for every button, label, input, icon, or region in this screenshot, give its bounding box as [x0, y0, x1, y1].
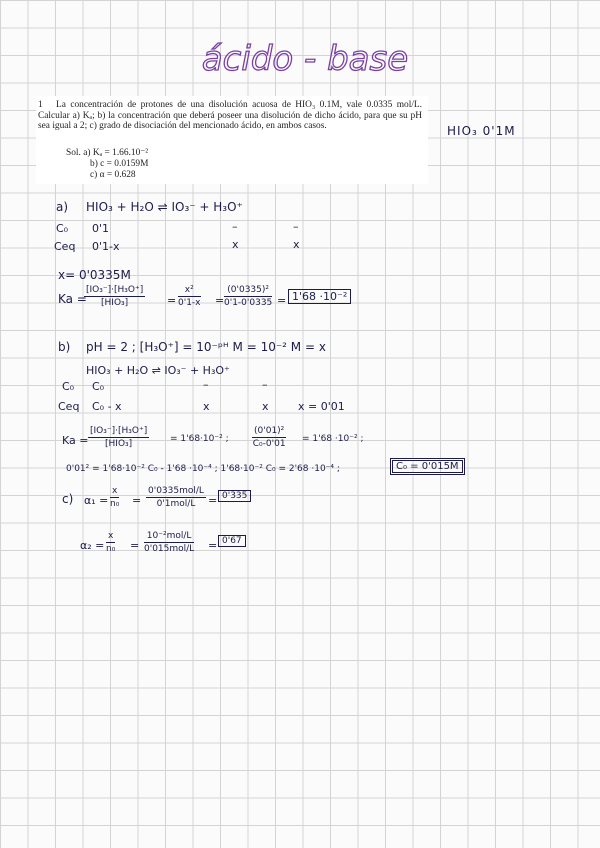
page-title: [195, 30, 415, 86]
part-a-eq-value: 0'1-x: [92, 240, 120, 253]
part-b-ka-frac1: [IO₃⁻]·[H₃O⁺] [HIO₃]: [90, 426, 148, 449]
part-c-alpha1-frac1: $\frac{x}{\text{n₀}}$: [110, 486, 120, 509]
part-a-initial-dash: –: [293, 220, 299, 233]
part-b-ph-line: pH = 2 ; [H₃O⁺] = 10⁻ᵖᴴ M = 10⁻² M = x: [86, 340, 326, 354]
part-a-ka-eq: =: [277, 294, 287, 307]
part-a-label: a): [56, 200, 69, 214]
part-c-alpha2-eq: =: [208, 539, 218, 552]
part-b-eq-x: x: [203, 400, 210, 413]
part-c-alpha2-frac2: 10⁻²mol/L 0'015mol/L: [144, 531, 195, 554]
part-c-alpha2-result: 0'67: [218, 535, 246, 547]
part-a-ka-eq: =: [215, 294, 225, 307]
part-b-initial-dash: –: [262, 378, 268, 391]
part-b-co-result: C₀ = 0'015M: [392, 460, 463, 473]
part-b-eq-x: x: [262, 400, 269, 413]
problem-statement: [36, 96, 428, 184]
part-b-ka-value: = 1'68·10⁻² ;: [170, 434, 229, 444]
part-c-alpha1-frac2: 0'0335mol/L 0'1mol/L: [148, 486, 204, 509]
solution-a: Sol. a) Kₐ = 1.66.10⁻²: [66, 148, 149, 158]
part-a-ka-label: Ka =: [58, 292, 87, 306]
part-a-ka-result: 1'68 ·10⁻²: [288, 289, 351, 304]
svg-text:ácido - base: ácido - base: [201, 39, 409, 79]
problem-number: 1: [38, 100, 43, 110]
part-a-initial-value: 0'1: [92, 222, 110, 235]
part-b-label: b): [58, 340, 71, 354]
part-b-solve-line: 0'01² = 1'68·10⁻² C₀ - 1'68 ·10⁻⁴ ; 1'68·10⁻² C₀ = 2'68 ·10⁻⁴ ;: [66, 464, 340, 474]
part-b-ka-value: = 1'68 ·10⁻² ;: [302, 434, 364, 444]
part-b-initial-label: C₀: [62, 380, 75, 393]
part-a-eq-x: x: [293, 238, 300, 251]
part-c-alpha1-eq: =: [208, 494, 218, 507]
part-a-x-value: x= 0'0335M: [58, 268, 131, 282]
part-a-eq-x: x: [232, 238, 239, 251]
part-b-initial-value: C₀: [92, 380, 105, 393]
part-c-alpha1-eq: =: [132, 494, 142, 507]
part-b-ka-label: Ka =: [62, 434, 89, 447]
part-c-alpha1-result: 0'335: [218, 490, 251, 502]
part-b-eq-label: Ceq: [58, 400, 80, 413]
part-b-initial-dash: –: [203, 378, 209, 391]
part-a-initial-dash: –: [232, 220, 238, 233]
part-c-alpha2-frac1: $\frac{x}{\text{n₀}}$: [106, 531, 116, 554]
part-b-eq-value: C₀ - x: [92, 400, 122, 413]
part-a-ka-frac2: $\frac{\text{x²}}{0'1-x}$: [178, 285, 201, 308]
part-a-ka-frac3: $\frac{\text{(0'0335)²}}{0'1-0'0335}$: [224, 285, 273, 308]
part-c-label: c): [62, 492, 74, 506]
part-c-alpha2-eq: =: [130, 539, 140, 552]
part-a-ka-frac1: [IO₃⁻]·[H₃O⁺] [HIO₃]: [86, 285, 144, 308]
solution-summary: [66, 148, 148, 181]
part-a-eq-label: Ceq: [54, 240, 76, 253]
part-b-reaction: HIO₃ + H₂O ⇌ IO₃⁻ + H₃O⁺: [86, 364, 230, 377]
solution-b: b) c = 0.0159M: [90, 159, 149, 169]
part-c-alpha2-label: α₂ =: [80, 539, 105, 552]
side-note: HIO₃ 0'1M: [447, 124, 516, 138]
part-a-initial-label: C₀: [56, 222, 69, 235]
part-a-ka-eq: =: [167, 294, 177, 307]
part-b-x-value: x = 0'01: [298, 400, 345, 413]
part-b-ka-frac2: $\frac{\text{(0'01)²}}{\text{C₀-0'01}}$: [252, 426, 286, 449]
solution-c: c) α = 0.628: [90, 170, 136, 180]
problem-text: La concentración de protones de una disolución acuosa de HIO₃ 0.1M, vale 0.0335 mol/L. Calcular a) Kₐ; b) la concentración que deberá poseer una disolución de dicho ácido, para que su pH sea igual a 2; c) grado de disociación del mencionado ácido, en ambos casos.: [38, 100, 422, 131]
part-c-alpha1-label: α₁ =: [84, 494, 109, 507]
part-a-reaction: HIO₃ + H₂O ⇌ IO₃⁻ + H₃O⁺: [86, 200, 243, 214]
